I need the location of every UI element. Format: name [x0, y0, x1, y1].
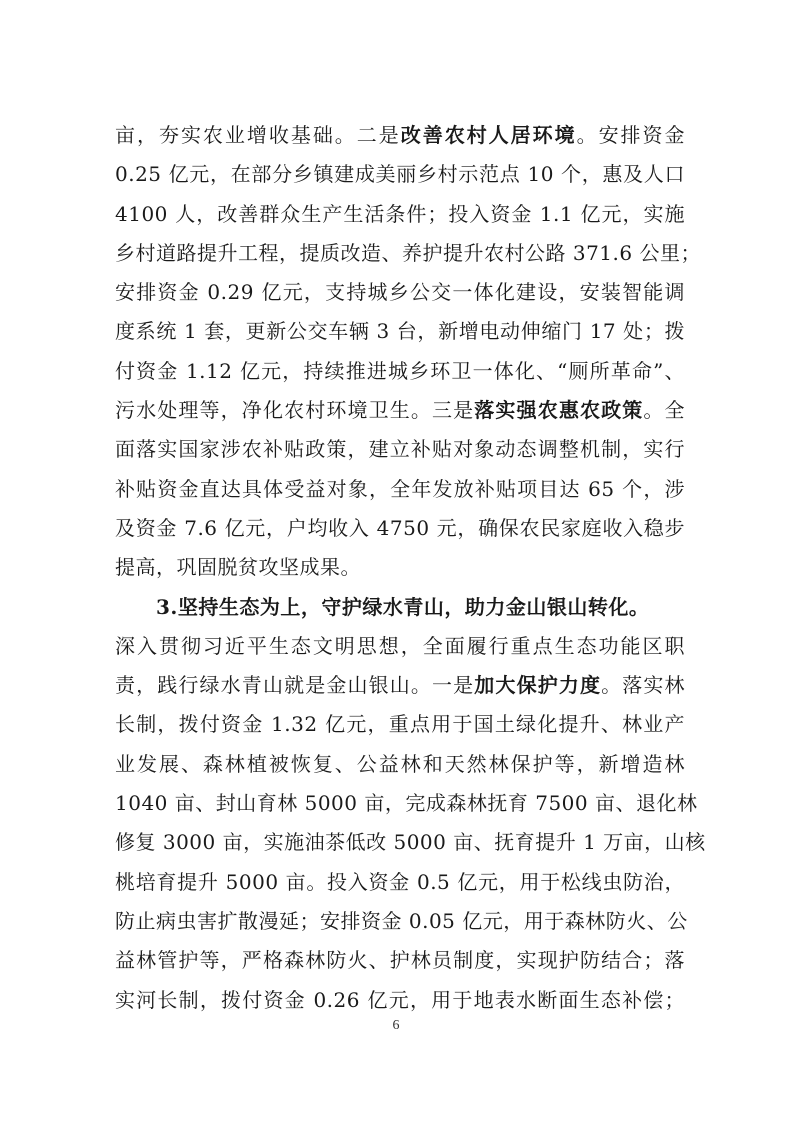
- bold-phrase: 加大保护力度: [474, 673, 602, 698]
- text-run: 业发展、森林植被恢复、公益林和天然林保护等，新增造林: [115, 751, 685, 776]
- text-run: 面落实国家涉农补贴政策，建立补贴对象动态调整机制，实行: [115, 437, 685, 462]
- text-line: [115, 430, 685, 469]
- text-line: [115, 784, 698, 823]
- text-run: 1040 亩、封山育林 5000 亩，完成森林抚育 7500 亩、退化林: [115, 791, 698, 816]
- text-line: [115, 823, 706, 862]
- text-run: 补贴资金直达具体受益对象，全年发放补贴项目达 65 个，涉: [115, 476, 685, 501]
- text-line: [115, 863, 685, 902]
- text-line: [115, 234, 701, 273]
- text-line: [115, 627, 685, 666]
- text-line: [115, 548, 685, 587]
- text-run: 。落实林: [601, 673, 686, 698]
- text-run: 安排资金 0.29 亿元，支持城乡公交一体化建设，安装智能调: [115, 280, 685, 305]
- text-run: 及资金 7.6 亿元，户均收入 4750 元，确保农民家庭收入稳步: [115, 515, 685, 540]
- text-line: [115, 902, 688, 941]
- text-run: 责，践行绿水青山就是金山银山。一是: [115, 673, 475, 698]
- text-run: 。安排资金: [576, 123, 686, 147]
- text-run: 修复 3000 亩，实施油茶低改 5000 亩、抚育提升 1 万亩，山核: [115, 830, 706, 855]
- text-run: 0.25 亿元，在部分乡镇建成美丽乡村示范点 10 个，惠及人口: [115, 162, 685, 187]
- text-line: [115, 509, 685, 548]
- bold-phrase: 改善农村人居环境: [400, 123, 577, 147]
- text-line: [115, 470, 685, 509]
- text-line: [115, 155, 685, 194]
- text-line: [115, 981, 685, 1020]
- text-run: 实河长制，拨付资金 0.26 亿元，用于地表水断面生态补偿；: [115, 987, 685, 1012]
- text-run: 桃培育提升 5000 亩。投入资金 0.5 亿元，用于松线虫防治，: [115, 869, 685, 894]
- text-run: 。全: [643, 398, 686, 423]
- bold-phrase: 落实强农惠农政策: [474, 398, 644, 423]
- text-run: 付资金 1.12 亿元，持续推进城乡环卫一体化、“厕所革命”、: [115, 358, 685, 383]
- text-run: 益林管护等，严格森林防火、护林员制度，实现护防结合；落: [115, 948, 685, 973]
- text-line: [115, 745, 685, 784]
- text-run: 4100 人，改善群众生产生活条件；投入资金 1.1 亿元，实施: [115, 201, 685, 226]
- text-run: 长制，拨付资金 1.32 亿元，重点用于国土绿化提升、林业产: [115, 712, 685, 737]
- text-line: [115, 352, 685, 391]
- text-line: [115, 391, 685, 430]
- text-line: [115, 273, 685, 312]
- text-line: [115, 312, 685, 351]
- text-run: 乡村道路提升工程，提质改造、养护提升农村公路 371.6 公里；: [115, 240, 701, 265]
- text-line: [115, 195, 685, 234]
- text-line: [115, 705, 685, 744]
- text-run: 防止病虫害扩散漫延；安排资金 0.05 亿元，用于森林防火、公: [115, 908, 688, 933]
- page-body: [115, 116, 706, 1020]
- text-run: 深入贯彻习近平生态文明思想，全面履行重点生态功能区职: [115, 633, 685, 658]
- text-line: [115, 588, 685, 627]
- page-number: 6: [392, 1018, 400, 1033]
- text-line: [115, 116, 685, 155]
- text-run: 亩，夯实农业增收基础。二是: [115, 123, 401, 147]
- bold-phrase: 3.坚持生态为上，守护绿水青山，助力金山银山转化。: [115, 594, 650, 619]
- text-run: 污水处理等，净化农村环境卫生。三是: [115, 398, 475, 423]
- text-run: 度系统 1 套，更新公交车辆 3 台，新增电动伸缩门 17 处；拨: [115, 319, 685, 344]
- text-run: 提高，巩固脱贫攻坚成果。: [115, 555, 361, 580]
- text-line: [115, 941, 685, 980]
- text-line: [115, 666, 685, 705]
